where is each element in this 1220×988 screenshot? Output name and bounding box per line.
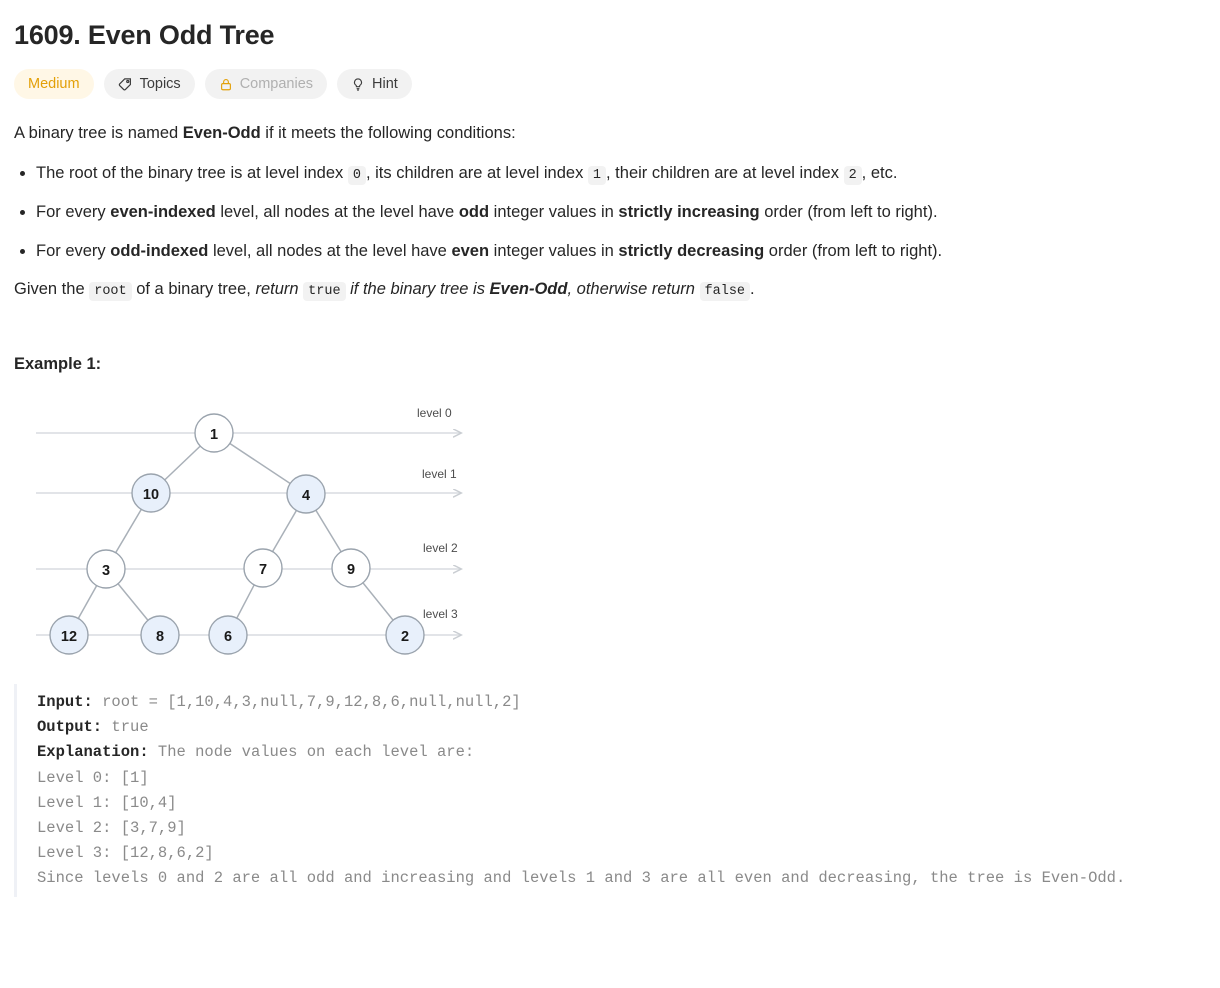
tag-icon bbox=[118, 77, 133, 92]
cond2-strong3: strictly increasing bbox=[618, 202, 760, 221]
topics-button[interactable] bbox=[104, 69, 195, 99]
level-1-values: Level 1: [10,4] bbox=[37, 793, 177, 812]
tree-node bbox=[132, 474, 170, 512]
lock-icon bbox=[219, 77, 233, 92]
cond3-strong2: even bbox=[451, 241, 490, 260]
tree-node bbox=[209, 616, 247, 654]
conditions-list bbox=[14, 161, 1206, 264]
input-label: Input: bbox=[37, 693, 93, 712]
given-italic-strong: Even-Odd bbox=[489, 280, 568, 299]
tree-node bbox=[386, 616, 424, 654]
tree-node bbox=[195, 414, 233, 452]
cond2-text3: integer values in bbox=[489, 202, 619, 221]
cond1-code3: 2 bbox=[844, 166, 862, 185]
tag-row bbox=[14, 69, 1206, 99]
explanation-label: Explanation: bbox=[37, 743, 149, 762]
tree-node bbox=[244, 549, 282, 587]
difficulty-badge bbox=[14, 69, 94, 99]
input-value: root = [1,10,4,3,null,7,9,12,8,6,null,null,2] bbox=[92, 693, 521, 712]
level-0-values: Level 0: [1] bbox=[37, 768, 149, 787]
example-1-heading: Example 1: bbox=[14, 355, 102, 374]
output-label: Output: bbox=[37, 718, 103, 737]
svg-text:3: 3 bbox=[101, 563, 111, 580]
given-text1: Given the bbox=[14, 280, 90, 299]
svg-text:4: 4 bbox=[301, 488, 311, 505]
tree-node bbox=[141, 616, 179, 654]
cond1-text4: , etc. bbox=[861, 163, 898, 182]
intro-text-2: if it meets the following conditions: bbox=[260, 124, 516, 142]
cond2-text1: For every bbox=[36, 202, 111, 221]
example-1-code bbox=[14, 684, 1206, 897]
cond3-text3: integer values in bbox=[489, 241, 619, 260]
explanation-closing: Since levels 0 and 2 are all odd and increasing and levels 1 and 3 are all even and decreasing, the tree is Even-Odd. bbox=[37, 869, 1126, 887]
level-2-values: Level 2: [3,7,9] bbox=[37, 818, 186, 837]
cond3-text1: For every bbox=[36, 241, 111, 260]
level-0-label: level 0 bbox=[417, 406, 452, 421]
companies-button[interactable] bbox=[205, 69, 327, 99]
intro-strong: Even-Odd bbox=[182, 124, 261, 142]
topics-label: Topics bbox=[139, 76, 181, 92]
svg-text:7: 7 bbox=[258, 562, 268, 579]
tree-node bbox=[50, 616, 88, 654]
cond3-strong1: odd-indexed bbox=[110, 241, 209, 260]
given-code-true: true bbox=[303, 282, 345, 301]
intro-text-1: A binary tree is named bbox=[14, 124, 183, 142]
svg-text:6: 6 bbox=[223, 629, 233, 646]
page-title: 1609. Even Odd Tree bbox=[14, 20, 275, 50]
level-3-label: level 3 bbox=[423, 607, 458, 622]
cond1-code1: 0 bbox=[348, 166, 366, 185]
list-item bbox=[36, 200, 1206, 225]
given-paragraph bbox=[14, 277, 1206, 303]
list-item bbox=[36, 239, 1206, 264]
difficulty-label: Medium bbox=[28, 76, 80, 92]
cond1-code2: 1 bbox=[588, 166, 606, 185]
tree-nodes bbox=[50, 414, 424, 654]
svg-text:8: 8 bbox=[155, 629, 165, 646]
given-code-false: false bbox=[700, 282, 751, 301]
svg-text:10: 10 bbox=[142, 487, 160, 504]
given-italic3: , otherwise return bbox=[567, 280, 700, 299]
cond1-text1: The root of the binary tree is at level index bbox=[36, 163, 348, 182]
cond3-strong3: strictly decreasing bbox=[618, 241, 765, 260]
svg-text:12: 12 bbox=[60, 629, 78, 646]
companies-label: Companies bbox=[239, 76, 314, 92]
tree-node bbox=[287, 475, 325, 513]
cond2-text2: level, all nodes at the level have bbox=[215, 202, 459, 221]
level-1-label: level 1 bbox=[422, 467, 457, 482]
output-value: true bbox=[102, 718, 149, 737]
given-text3: . bbox=[750, 280, 755, 299]
cond1-text3: , their children are at level index bbox=[606, 163, 844, 182]
cond1-text2: , its children are at level index bbox=[365, 163, 588, 182]
svg-text:9: 9 bbox=[346, 562, 356, 579]
tree-node bbox=[332, 549, 370, 587]
intro-paragraph bbox=[14, 121, 1206, 147]
cond3-text2: level, all nodes at the level have bbox=[208, 241, 452, 260]
given-text2: of a binary tree, bbox=[131, 280, 256, 299]
cond3-text4: order (from left to right). bbox=[764, 241, 943, 260]
given-italic1: return bbox=[255, 280, 304, 299]
tree-diagram bbox=[24, 392, 484, 662]
explanation-value: The node values on each level are: bbox=[148, 743, 475, 762]
given-code-root: root bbox=[89, 282, 131, 301]
level-3-values: Level 3: [12,8,6,2] bbox=[37, 843, 214, 862]
given-italic2: if the binary tree is bbox=[345, 280, 490, 299]
cond2-text4: order (from left to right). bbox=[759, 202, 938, 221]
svg-text:1: 1 bbox=[209, 427, 219, 444]
tree-node bbox=[87, 550, 125, 588]
cond2-strong1: even-indexed bbox=[110, 202, 216, 221]
hint-button[interactable] bbox=[337, 69, 412, 99]
example-tree-figure bbox=[24, 392, 484, 662]
list-item bbox=[36, 161, 1206, 186]
svg-text:2: 2 bbox=[400, 629, 410, 646]
bulb-icon bbox=[351, 77, 365, 92]
cond2-strong2: odd bbox=[458, 202, 490, 221]
level-2-label: level 2 bbox=[423, 541, 458, 556]
hint-label: Hint bbox=[372, 76, 398, 92]
